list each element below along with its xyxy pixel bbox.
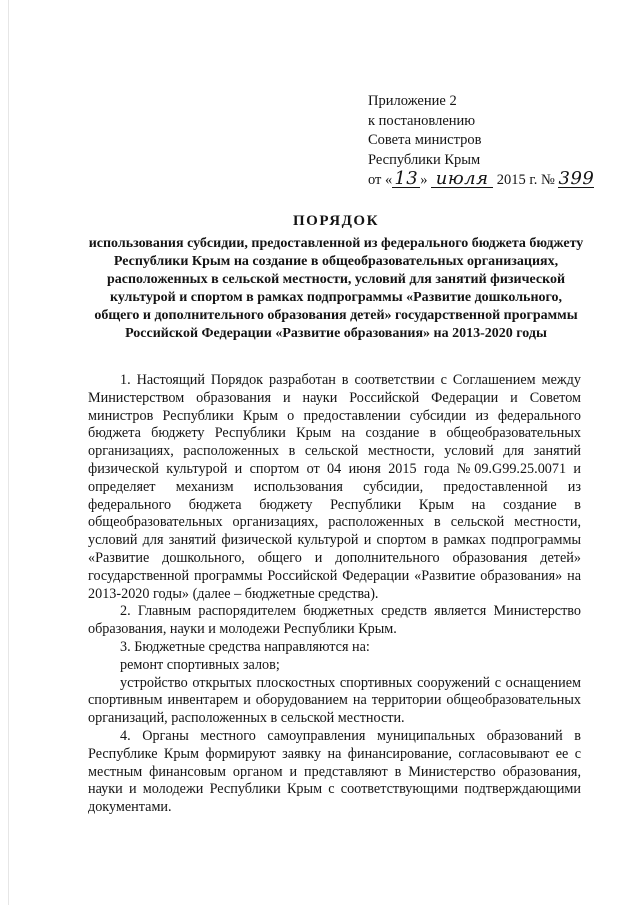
- annex-date-line: [368, 170, 628, 191]
- document-title: ПОРЯДОК: [293, 213, 379, 229]
- date-month-handwritten: июля: [431, 170, 493, 188]
- date-year: 2015 г. №: [496, 172, 555, 188]
- annex-resolution: к постановлению: [368, 112, 476, 129]
- date-mid: »: [420, 172, 428, 188]
- date-day-handwritten: 13: [392, 170, 420, 188]
- paragraph-2: 2. Главным распорядителем бюджетных средств является Министерство образования, науки и молодежи Республики Крым.: [88, 603, 581, 638]
- paragraph-4: 4. Органы местного самоуправления муниципальных образований в Республике Крым формируют заявку на финансирование, согласовывают ее с местным финансовым органом и представляют в Министерство образования, науки и молодежи Республики Крым с соответствующими подтверждающими документами.: [88, 727, 581, 816]
- date-prefix: от «: [368, 172, 393, 188]
- paragraph-3-item-facilities: устройство открытых плоскостных спортивных сооружений с оснащением спортивным инвентарем и оборудованием на территории общеобразовательных организаций, расположенных в сельской местности.: [88, 674, 581, 727]
- annex-republic: Республики Крым: [368, 151, 481, 168]
- annex-label: Приложение 2: [368, 93, 457, 109]
- annex-block: [368, 92, 628, 191]
- annex-council: Совета министров: [368, 132, 482, 148]
- document-title-block: [88, 213, 584, 344]
- document-body: [88, 372, 581, 817]
- document-subtitle: использования субсидии, предоставленной из федерального бюджета бюджету Республики Крым на создание в общеобразовательных организациях, расположенных в сельской местности, условий для занятий физической культурой и спортом в рамках подпрограммы «Развитие дошкольного, общего и дополнительного образования детей» государственной программы Российской Федерации «Развитие образования» на 2013-2020 годы: [88, 236, 584, 342]
- paragraph-1: 1. Настоящий Порядок разработан в соответствии с Соглашением между Министерством образования и науки Российской Федерации и Советом министров Республики Крым о предоставлении субсидии из федерального бюджета бюджету Республики Крым на создание в общеобразовательных организациях, расположенных в сельской местности, условий для занятий физической культурой и спортом от 04 июня 2015 года №09.G99.25.0071 и определяет механизм использования субсидии, предоставленной из федерального бюджета бюджету Республики Крым на создание в общеобразовательных организациях, расположенных в сельской местности, условий для занятий физической культурой и спортом в рамках подпрограммы «Развитие дошкольного, общего и дополнительного образования детей» государственной программы Российской Федерации «Развитие образования» на 2013-2020 годы» (далее – бюджетные средства).: [88, 372, 581, 602]
- paragraph-3-item-repair: ремонт спортивных залов;: [120, 656, 280, 673]
- page-edge: [8, 0, 9, 905]
- document-number-handwritten: 399: [558, 168, 595, 189]
- paragraph-3: 3. Бюджетные средства направляются на:: [120, 638, 370, 655]
